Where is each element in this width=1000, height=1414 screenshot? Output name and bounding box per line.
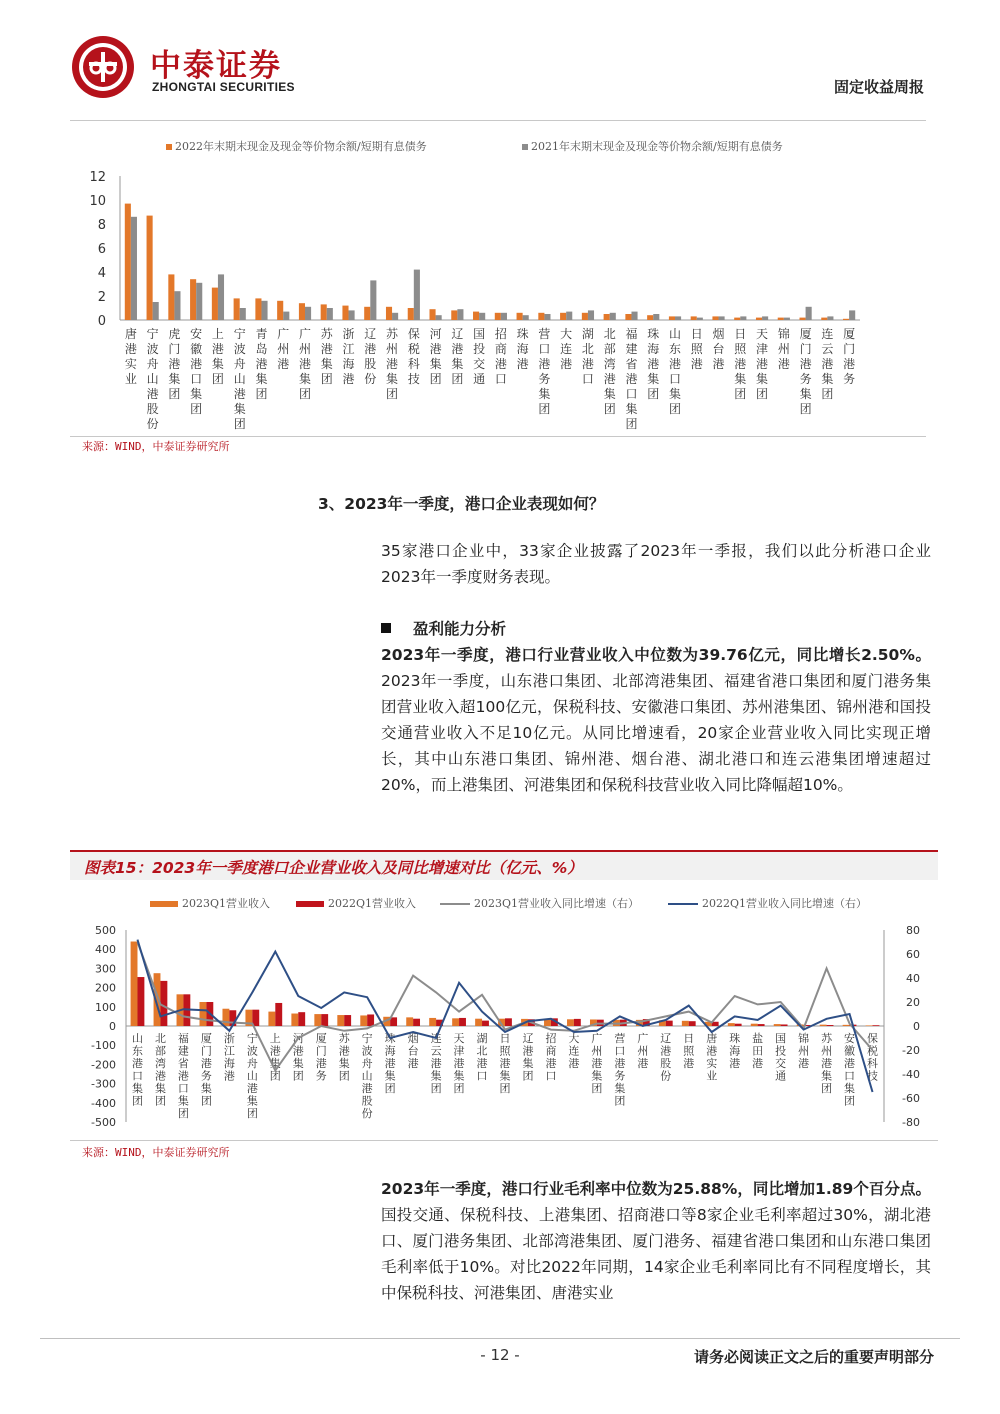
- x-category-label: 宁波舟山港股份: [361, 1032, 373, 1120]
- bar-2023q1-revenue: [291, 1014, 298, 1026]
- y-left-tick-label: 100: [95, 1000, 116, 1014]
- x-category-label: 辽港股份: [364, 327, 377, 386]
- bar-2021: [174, 291, 180, 320]
- bar-2021: [131, 217, 137, 320]
- cash-ratio-bar-chart: [70, 160, 930, 430]
- x-category-label: 苏州港集团: [386, 327, 399, 401]
- bar-2023q1-revenue: [360, 1015, 367, 1026]
- x-category-label: 保税科技: [867, 1032, 879, 1083]
- bar-2022: [843, 319, 849, 320]
- bar-2022q1-revenue: [482, 1021, 489, 1026]
- bar-2023q1-revenue: [222, 1009, 229, 1026]
- bar-2022: [234, 298, 240, 320]
- x-category-label: 广州港集团: [591, 1032, 603, 1095]
- x-category-label: 河港集团: [292, 1032, 304, 1083]
- bar-2021: [392, 313, 398, 320]
- bar-2022: [799, 318, 805, 320]
- x-category-label: 日照港: [690, 327, 703, 371]
- x-category-label: 盐田港: [752, 1032, 764, 1070]
- x-category-label: 安徽港口集团: [190, 327, 203, 416]
- x-category-label: 山东港口集团: [668, 327, 682, 416]
- bar-2021: [675, 316, 681, 320]
- x-category-label: 宁波舟山港集团: [233, 327, 246, 430]
- x-category-label: 珠海港: [729, 1032, 741, 1070]
- bar-2022q1-revenue: [827, 1025, 834, 1026]
- bar-2022: [560, 313, 566, 320]
- x-category-label: 青岛港集团: [255, 327, 268, 401]
- footer-disclaimer: 请务必阅读正文之后的重要声明部分: [693, 1348, 934, 1366]
- bar-2023q1-revenue: [774, 1024, 781, 1026]
- bar-2021: [631, 312, 637, 320]
- y-right-tick-label: 60: [906, 948, 920, 961]
- bar-2022: [408, 308, 414, 320]
- bar-2023q1-revenue: [429, 1018, 436, 1026]
- bar-2023q1-revenue: [682, 1021, 689, 1026]
- x-category-label: 大连港: [560, 327, 573, 371]
- x-category-label: 国投交通: [473, 327, 486, 386]
- bar-2022: [364, 307, 370, 320]
- chart1-legend-2021: 2021年末期末现金及现金等价物余额/短期有息债务: [522, 138, 783, 154]
- bar-2022: [321, 304, 327, 320]
- x-category-label: 连云港集团: [821, 327, 834, 401]
- y-left-tick-label: -400: [91, 1096, 116, 1110]
- x-category-label: 烟台港: [712, 327, 725, 371]
- bar-2022q1-revenue: [344, 1015, 351, 1026]
- bar-2023q1-revenue: [337, 1015, 344, 1026]
- chart1-bottom-rule: [70, 436, 926, 437]
- bar-2022: [734, 318, 740, 320]
- x-category-label: 招商港口: [545, 1032, 557, 1083]
- bar-2022q1-revenue: [735, 1024, 742, 1026]
- paragraph-gross-margin: 2023年一季度，港口行业毛利率中位数为25.88%，同比增加1.89个百分点。国投交通、保税科技、上港集团、招商港口等8家企业毛利率超过30%，湖北港口、厦门港务集团、北部湾港集团、厦门港务、福建省港口集团和山东港口集团毛利率低于10%。对比2022年同期，14家企业毛利率同比有不同程度增长，其中保税科技、河港集团、唐港实业: [381, 1180, 931, 1302]
- bar-2023q1-revenue: [728, 1023, 735, 1026]
- brand-name-en: ZHONGTAI SECURITIES: [152, 80, 295, 94]
- y-tick-label: 10: [89, 194, 106, 209]
- bar-2021: [305, 307, 311, 320]
- bar-2022: [386, 307, 392, 320]
- paragraph-revenue: 2023年一季度，港口行业营业收入中位数为39.76亿元，同比增长2.50%。2023年一季度，山东港口集团、北部湾港集团、福建省港口集团和厦门港务集团营业收入超100亿元，保税科技、安徽港口集团、苏州港集团、锦州港和国投交通营业收入不足10亿元。从同比增速看，20家企业营业收入同比实现正增长，其中山东港口集团、锦州港、烟台港、湖北港口和连云港集团增速超过20%，而上港集团、河港集团和保税科技营业收入同比降幅超10%。: [381, 646, 931, 794]
- x-category-label: 大连港: [568, 1032, 580, 1070]
- bar-2022: [277, 301, 283, 320]
- bar-2022q1-revenue: [413, 1019, 420, 1026]
- bar-2023q1-revenue: [268, 1012, 275, 1026]
- bar-2021: [719, 316, 725, 320]
- x-category-label: 安徽港口集团: [844, 1032, 856, 1108]
- bar-2022: [647, 315, 653, 320]
- x-category-label: 辽港集团: [522, 1032, 534, 1083]
- bar-2021: [479, 313, 485, 320]
- report-type: 固定收益周报: [833, 78, 924, 96]
- bullet-profitability: 盈利能力分析: [381, 617, 506, 639]
- x-category-label: 厦门港务集团: [799, 327, 812, 416]
- x-category-label: 天津港集团: [756, 327, 769, 401]
- header-divider: [70, 120, 926, 121]
- x-category-label: 湖北港口: [476, 1032, 488, 1083]
- bar-2021: [240, 308, 246, 320]
- bar-2023q1-revenue: [314, 1014, 321, 1026]
- x-category-label: 辽港集团: [451, 327, 464, 386]
- y-tick-label: 12: [89, 170, 106, 185]
- bar-2022q1-revenue: [666, 1021, 673, 1026]
- bar-2022: [538, 313, 544, 320]
- x-category-label: 虎门港集团: [168, 327, 181, 401]
- x-category-label: 锦州港: [798, 1032, 810, 1070]
- page-number: - 12 -: [480, 1346, 520, 1364]
- x-category-label: 福建省港口集团: [625, 327, 638, 430]
- bar-2022: [691, 316, 697, 320]
- x-category-label: 珠海港集团: [647, 327, 660, 401]
- x-category-label: 连云港集团: [430, 1032, 442, 1095]
- bar-2022: [821, 318, 827, 320]
- bar-2022: [255, 298, 261, 320]
- chart1-legend-2022: 2022年末期末现金及现金等价物余额/短期有息债务: [166, 138, 427, 154]
- x-category-label: 福建省港口集团: [177, 1032, 189, 1120]
- bar-2021: [610, 313, 616, 320]
- y-right-tick-label: -60: [902, 1092, 920, 1105]
- bar-2022: [451, 310, 457, 320]
- bar-2022q1-revenue: [160, 981, 167, 1026]
- x-category-label: 日照港集团: [499, 1032, 511, 1095]
- x-category-label: 北部湾港集团: [603, 327, 616, 416]
- y-right-tick-label: 0: [913, 1020, 920, 1033]
- x-category-label: 上港集团: [211, 327, 224, 386]
- bar-2021: [762, 316, 768, 320]
- y-tick-label: 8: [97, 218, 106, 233]
- bar-2021: [806, 307, 812, 320]
- bar-2022: [582, 313, 588, 320]
- bar-2022q1-revenue: [873, 1025, 880, 1026]
- x-category-label: 广州港: [277, 327, 290, 371]
- bar-2022: [212, 288, 218, 320]
- bar-2021: [588, 310, 594, 320]
- bar-2022: [473, 312, 479, 320]
- bar-2022q1-revenue: [321, 1014, 328, 1026]
- chart2-source: 来源：WIND，中泰证券研究所: [82, 1146, 230, 1159]
- x-category-label: 厦门港务集团: [200, 1032, 212, 1108]
- chart1-source: 来源：WIND，中泰证券研究所: [82, 440, 230, 453]
- bar-2022q1-revenue: [367, 1014, 374, 1026]
- bar-2022: [168, 274, 174, 320]
- bar-2023q1-revenue: [200, 1002, 207, 1026]
- y-left-tick-label: -200: [91, 1058, 116, 1072]
- square-bullet-icon: [381, 623, 391, 633]
- bar-2021: [566, 312, 572, 320]
- bar-2023q1-revenue: [751, 1024, 758, 1026]
- bar-2021: [653, 314, 659, 320]
- bar-2022q1-revenue: [574, 1019, 581, 1026]
- y-tick-label: 4: [97, 266, 106, 281]
- bar-2023q1-revenue: [567, 1019, 574, 1026]
- bar-2021: [414, 270, 420, 320]
- x-category-label: 锦州港: [777, 327, 790, 371]
- bar-2023q1-revenue: [843, 1025, 850, 1026]
- x-category-label: 唐港实业: [124, 327, 137, 386]
- x-category-label: 厦门港务: [315, 1032, 327, 1083]
- section-intro: 35家港口企业中，33家企业披露了2023年一季报，我们以此分析港口企业2023年一季度财务表现。: [381, 542, 931, 586]
- bar-2022q1-revenue: [505, 1018, 512, 1026]
- x-category-label: 宁波舟山港股份: [146, 327, 159, 430]
- x-category-label: 上港集团: [269, 1032, 281, 1083]
- bar-2022: [604, 314, 610, 320]
- bar-2021: [370, 280, 376, 320]
- bar-2023q1-revenue: [131, 942, 138, 1026]
- bar-2022: [756, 318, 762, 320]
- legend-swatch-orange: [166, 144, 172, 150]
- bar-2021: [457, 309, 463, 320]
- bar-2022q1-revenue: [758, 1024, 765, 1026]
- x-category-label: 浙江海港: [223, 1032, 235, 1083]
- bar-2021: [544, 314, 550, 320]
- x-category-label: 北部湾港集团: [154, 1032, 166, 1108]
- footer-divider: [40, 1338, 960, 1339]
- y-left-tick-label: -500: [91, 1116, 116, 1129]
- bar-2021: [697, 318, 703, 320]
- bar-2022: [778, 318, 784, 320]
- bar-2021: [523, 315, 529, 320]
- bar-2022: [625, 314, 631, 320]
- bar-2023q1-revenue: [820, 1025, 827, 1026]
- x-category-label: 珠海港: [516, 327, 529, 371]
- bar-2021: [501, 313, 507, 320]
- bar-2022: [669, 316, 675, 320]
- x-category-label: 烟台港: [407, 1032, 419, 1070]
- bar-2021: [849, 310, 855, 320]
- bar-2022: [495, 313, 501, 320]
- x-category-label: 河港集团: [429, 327, 442, 386]
- x-category-label: 唐港实业: [706, 1032, 718, 1083]
- bar-2022q1-revenue: [275, 1003, 282, 1026]
- y-right-tick-label: -40: [902, 1068, 920, 1081]
- y-right-tick-label: 20: [906, 996, 920, 1009]
- chart2-legend-2022q1-growth: 2022Q1营业收入同比增速（右）: [668, 895, 867, 911]
- y-right-tick-label: 80: [906, 924, 920, 937]
- bar-2021: [218, 274, 224, 320]
- y-right-tick-label: -20: [902, 1044, 920, 1057]
- bar-2022q1-revenue: [781, 1024, 788, 1026]
- section-title: 3、2023年一季度，港口企业表现如何？: [318, 495, 605, 513]
- bar-2022: [342, 306, 348, 320]
- revenue-growth-combo-chart: [70, 918, 938, 1138]
- y-left-tick-label: 200: [95, 981, 116, 995]
- y-left-tick-label: -100: [91, 1039, 116, 1053]
- chart2-legend-2023q1: 2023Q1营业收入: [150, 895, 270, 911]
- x-category-label: 广州港集团: [298, 327, 312, 401]
- x-category-label: 营口港务集团: [538, 327, 551, 416]
- y-tick-label: 0: [97, 314, 106, 329]
- x-category-label: 保税科技: [407, 327, 420, 386]
- x-category-label: 广州港: [637, 1032, 649, 1070]
- y-left-tick-label: 300: [95, 962, 116, 976]
- bar-2022: [147, 216, 153, 320]
- page-header: [70, 34, 930, 114]
- chart2-legend-2023q1-growth: 2023Q1营业收入同比增速（右）: [440, 895, 639, 911]
- bar-2021: [784, 318, 790, 320]
- bar-2023q1-revenue: [452, 1018, 459, 1026]
- bar-2023q1-revenue: [866, 1025, 873, 1026]
- bar-2022q1-revenue: [137, 977, 144, 1026]
- bar-2022q1-revenue: [689, 1021, 696, 1026]
- y-right-tick-label: -80: [902, 1116, 920, 1129]
- bar-2022q1-revenue: [459, 1018, 466, 1026]
- bar-2021: [196, 283, 202, 320]
- x-category-label: 山东港口集团: [131, 1032, 143, 1108]
- x-category-label: 苏港集团: [320, 327, 333, 386]
- bar-2021: [327, 308, 333, 320]
- x-category-label: 厦门港务: [843, 327, 856, 386]
- bar-2021: [827, 316, 833, 320]
- x-category-label: 苏州港集团: [821, 1032, 833, 1095]
- bar-2022: [429, 309, 435, 320]
- figure-15-title-bar: [70, 850, 938, 880]
- y-left-tick-label: 400: [95, 943, 116, 957]
- x-category-label: 日照港集团: [734, 327, 747, 401]
- bar-2022: [190, 279, 196, 320]
- bar-2023q1-revenue: [475, 1019, 482, 1026]
- bar-2021: [283, 312, 289, 320]
- x-category-label: 日照港: [683, 1032, 695, 1070]
- chart2-bottom-rule: [70, 1140, 938, 1141]
- legend-swatch-grey: [522, 144, 528, 150]
- x-category-label: 浙江海港: [342, 327, 355, 386]
- bar-2021: [349, 310, 355, 320]
- x-category-label: 天津港集团: [453, 1032, 465, 1095]
- bar-2021: [436, 315, 442, 320]
- y-left-tick-label: 500: [95, 924, 116, 937]
- x-category-label: 苏港集团: [338, 1032, 350, 1083]
- zhongtai-logo-icon: [70, 34, 136, 100]
- x-category-label: 珠海港集团: [384, 1032, 396, 1095]
- x-category-label: 招商港口: [494, 327, 507, 386]
- brand-name-cn: 中泰证券: [150, 48, 282, 84]
- bar-2022: [712, 316, 718, 320]
- y-tick-label: 2: [97, 290, 106, 305]
- y-tick-label: 6: [97, 242, 106, 257]
- x-category-label: 国投交通: [775, 1032, 787, 1083]
- bar-2022: [299, 303, 305, 320]
- bar-2021: [261, 301, 267, 320]
- x-category-label: 营口港务集团: [614, 1032, 626, 1108]
- bar-2021: [740, 316, 746, 320]
- bar-2022q1-revenue: [298, 1012, 305, 1026]
- y-left-tick-label: 0: [109, 1020, 116, 1033]
- x-category-label: 宁波舟山港集团: [246, 1032, 258, 1120]
- chart2-legend-2022q1: 2022Q1营业收入: [296, 895, 416, 911]
- x-category-label: 湖北港口: [581, 327, 594, 386]
- y-right-tick-label: 40: [906, 972, 920, 985]
- bar-2022: [125, 204, 131, 320]
- bar-2021: [153, 302, 159, 320]
- bar-2023q1-revenue: [406, 1017, 413, 1026]
- figure-15-title: 图表15：2023年一季度港口企业营业收入及同比增速对比（亿元、%）: [84, 859, 583, 877]
- bar-2022: [517, 313, 523, 320]
- y-left-tick-label: -300: [91, 1077, 116, 1091]
- x-category-label: 辽港股份: [660, 1032, 672, 1083]
